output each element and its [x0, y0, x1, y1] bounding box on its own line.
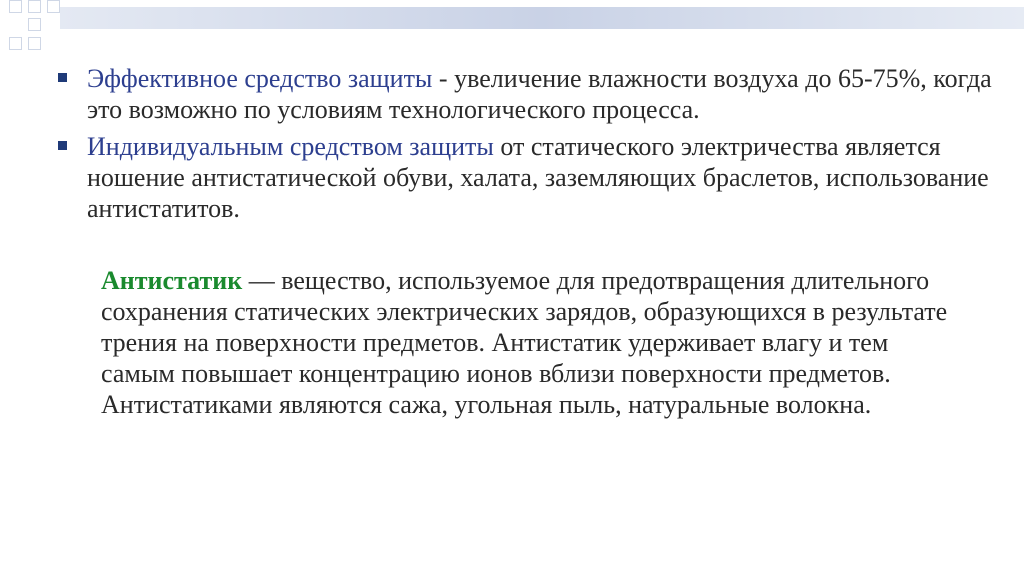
bullet-square-icon: [58, 73, 67, 82]
header-gradient-band: [0, 7, 1024, 29]
decor-square: [28, 18, 41, 31]
bullet-text: - увеличение влажности воздуха до 65-75%, когда это возможно по условиям технологического процесса.: [87, 64, 992, 124]
bullet-item-individual-protection: [55, 131, 1005, 224]
decor-square: [9, 0, 22, 13]
bullet-text: от статического электричества является ношение антистатической обуви, халата, заземляющих браслетов, использование антистатитов.: [87, 132, 989, 223]
definition-term: Антистатик: [101, 266, 243, 295]
definition-text: — вещество, используемое для предотвращения длительного сохранения статических электрических зарядов, образующихся в результате трения на поверхности предметов. Антистатик удерживает влагу и тем самым повышает концентрацию ионов вблизи поверхности предметов. Антистатиками являются сажа, угольная пыль, натуральные волокна.: [101, 266, 948, 419]
decor-square: [28, 0, 41, 13]
bullet-highlight: Индивидуальным средством защиты: [87, 132, 494, 161]
definition-block: [101, 265, 961, 420]
bullet-list: [55, 63, 1005, 230]
bullet-highlight: Эффективное средство защиты: [87, 64, 433, 93]
header-decoration: [0, 7, 1024, 29]
decor-square: [47, 0, 60, 13]
decor-square: [9, 37, 22, 50]
decor-square: [28, 37, 41, 50]
bullet-item-humidity: [55, 63, 1005, 125]
bullet-square-icon: [58, 141, 67, 150]
